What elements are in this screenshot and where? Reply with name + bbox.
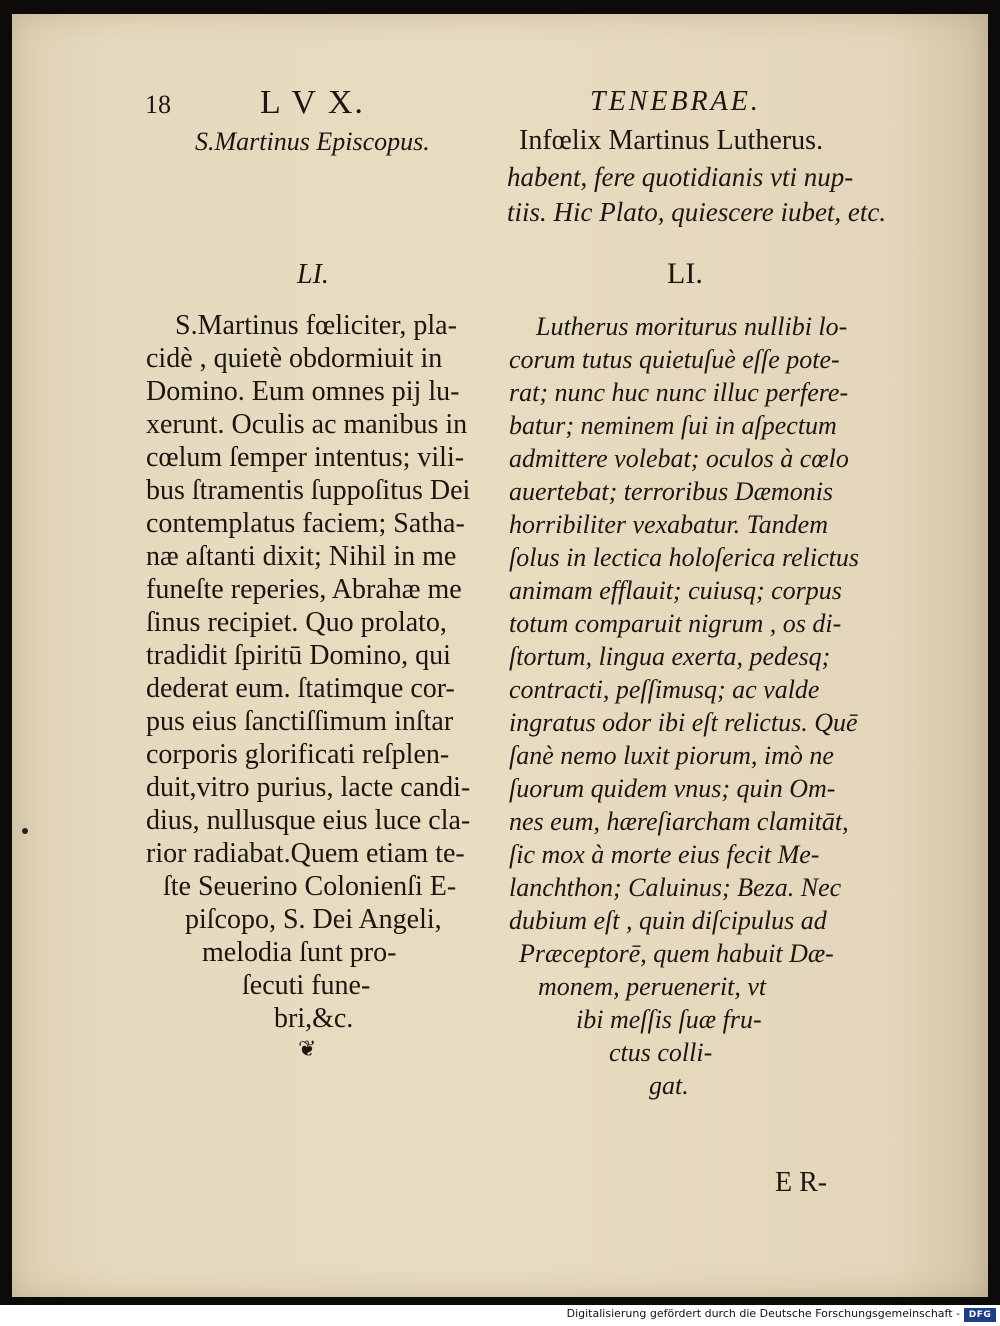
text-line: bus ſtramentis ſuppoſitus Dei [146, 475, 471, 506]
text-line: nes eum, hæreſiarcham clamitāt, [509, 807, 849, 836]
catchword: E R- [775, 1167, 828, 1198]
text-line: ſanè nemo luxit piorum, imò ne [509, 741, 834, 770]
text-line: pus eius ſanctiſſimum inſtar [146, 706, 454, 737]
text-line: ſte Seuerino Colonienſi E- [163, 871, 457, 902]
text-line: S.Martinus fœliciter, pla- [175, 310, 457, 341]
digitization-footer [0, 1305, 1000, 1326]
left-running-title: L V X. [260, 84, 365, 121]
text-line: duit,vitro purius, lacte candi- [146, 772, 471, 803]
ink-spot [22, 828, 28, 834]
text-line: batur; neminem ſui in aſpectum [509, 411, 837, 440]
text-line: rat; nunc huc nunc illuc perfere- [509, 378, 849, 407]
text-line: monem, peruenerit, vt [538, 972, 767, 1001]
text-line: ſinus recipiet. Quo prolato, [146, 607, 447, 638]
book-page [12, 14, 988, 1297]
text-line: admittere volebat; oculos à cœlo [509, 444, 849, 473]
carryover-line: habent, fere quotidianis vti nup- [507, 162, 854, 192]
text-line: animam efflauit; cuiusq; corpus [509, 576, 842, 605]
text-line: gat. [649, 1071, 689, 1100]
text-line: piſcopo, S. Dei Angeli, [185, 904, 442, 935]
text-line: ibi meſſis ſuæ fru- [576, 1005, 762, 1034]
text-line: funeſte reperies, Abrahæ me [146, 574, 462, 605]
text-line: ſuorum quidem vnus; quin Om- [509, 774, 836, 803]
text-line: horribiliter vexabatur. Tandem [509, 510, 828, 539]
text-line: lanchthon; Caluinus; Beza. Nec [509, 873, 842, 902]
text-line: cœlum ſemper intentus; vili- [146, 442, 465, 473]
text-line: næ aſtanti dixit; Nihil in me [146, 541, 457, 572]
text-line: contracti, peſſimusq; ac valde [509, 675, 820, 704]
text-line: corporis glorificati reſplen- [146, 739, 450, 770]
text-line: dius, nullusque eius luce cla- [146, 805, 471, 836]
text-line: contemplatus faciem; Satha- [146, 508, 465, 539]
left-section-heading: LI. [297, 259, 329, 290]
text-line: bri,&c. [274, 1003, 354, 1034]
page-number: 18 [145, 90, 171, 119]
right-section-heading: LI. [667, 257, 703, 290]
left-subtitle: S.Martinus Episcopus. [195, 127, 430, 156]
text-line: ſecuti fune- [242, 970, 371, 1001]
text-line: tradidit ſpiritū Domino, qui [146, 640, 451, 671]
text-line: corum tutus quietuſuè eſſe pote- [509, 345, 840, 374]
text-line: ſic mox à morte eius fecit Me- [509, 840, 820, 869]
text-line: ctus colli- [609, 1038, 713, 1067]
fleuron-ornament-icon: ❦ [298, 1037, 317, 1062]
text-line: melodia ſunt pro- [202, 937, 397, 968]
text-line: dubium eſt , quin diſcipulus ad [509, 906, 827, 935]
text-line: Lutherus moriturus nullibi lo- [536, 312, 848, 341]
text-line: rior radiabat.Quem etiam te- [146, 838, 465, 869]
text-line: cidè , quietè obdormiuit in [146, 343, 443, 374]
right-subtitle: Infœlix Martinus Lutherus. [519, 125, 824, 156]
carryover-line: tiis. Hic Plato, quiescere iubet, etc. [507, 197, 887, 227]
text-line: ſtortum, lingua exerta, pedesq; [509, 642, 831, 671]
text-line: Domino. Eum omnes pij lu- [146, 376, 460, 407]
text-line: dederat eum. ſtatimque cor- [146, 673, 455, 704]
funding-credit: Digitalisierung gefördert durch die Deutsche Forschungsgemeinschaft - [566, 1307, 960, 1320]
text-line: xerunt. Oculis ac manibus in [146, 409, 468, 440]
text-line: ſolus in lectica holoſerica relictus [509, 543, 859, 572]
text-line: Præceptorē, quem habuit Dæ- [519, 939, 834, 968]
text-line: ingratus odor ibi eſt relictus. Quē [509, 708, 858, 737]
text-line: auertebat; terroribus Dæmonis [509, 477, 834, 506]
right-running-title: TENEBRAE. [590, 86, 761, 117]
text-line: totum comparuit nigrum , os di- [509, 609, 842, 638]
dfg-logo-icon: DFG [964, 1308, 996, 1322]
